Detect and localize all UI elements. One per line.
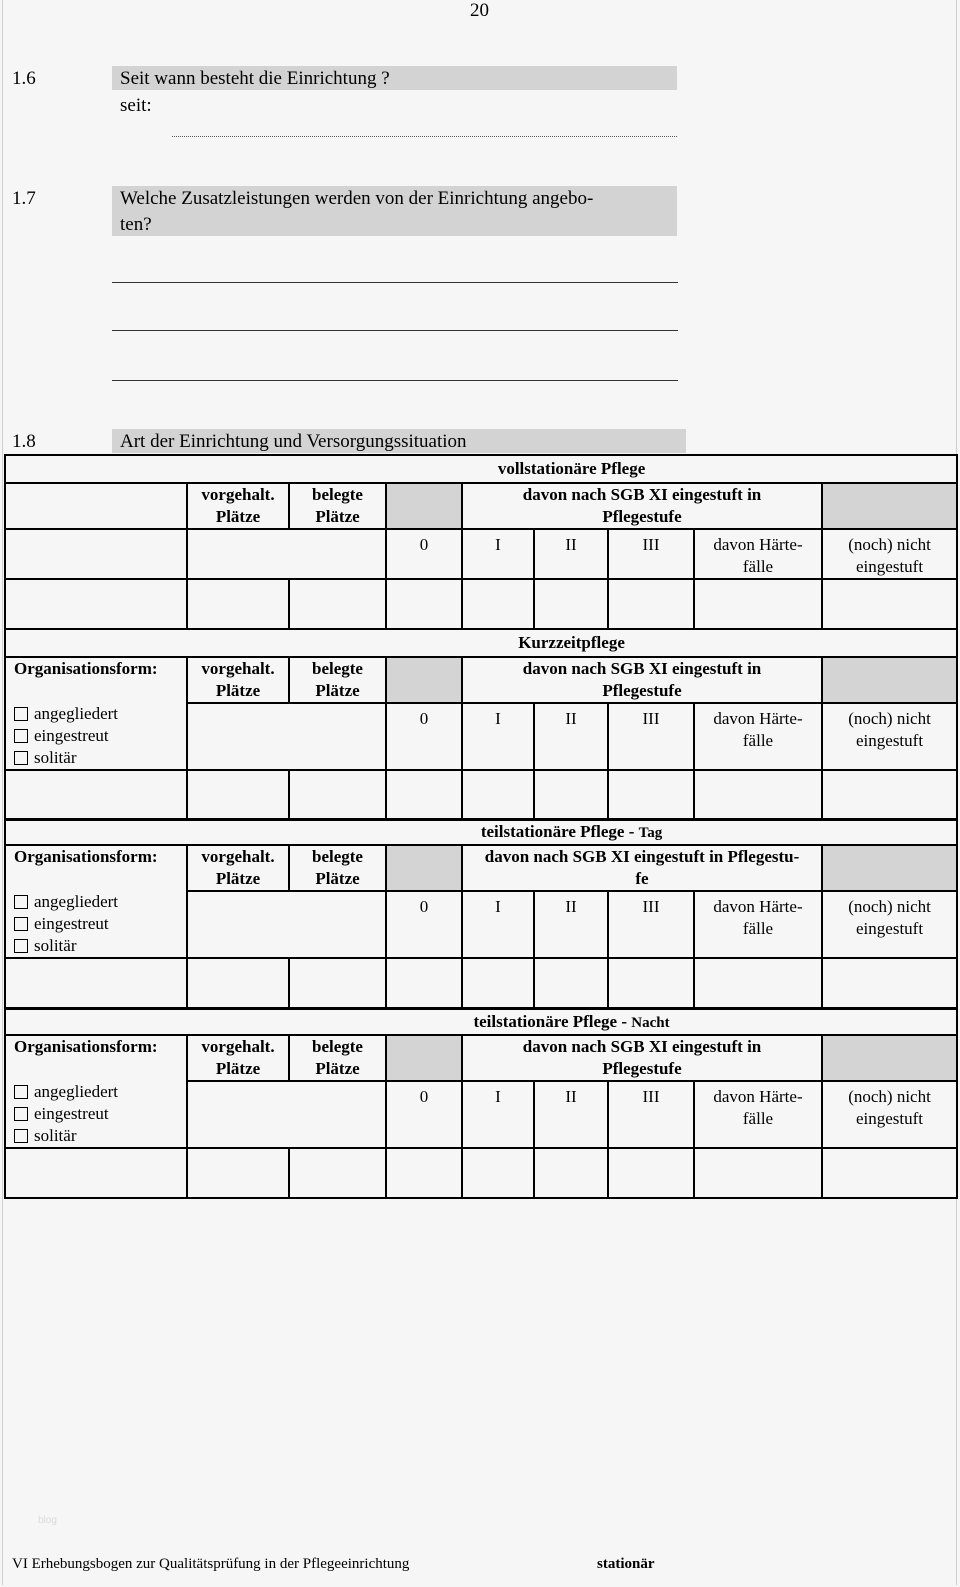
checkbox-icon[interactable] <box>14 939 28 953</box>
input-haertefaelle[interactable] <box>694 579 822 629</box>
nicht-eingestuft-header: (noch) nicht eingestuft <box>822 703 957 770</box>
answer-line-1-6[interactable] <box>172 130 677 137</box>
table-teilstationaer-tag <box>4 818 958 1009</box>
input-stufe-I[interactable] <box>462 958 534 1008</box>
input-stufe-II[interactable] <box>534 1148 608 1198</box>
organisationsform-options <box>5 1081 187 1148</box>
option-eingestreut[interactable]: eingestreut <box>14 725 186 747</box>
option-angegliedert[interactable]: angegliedert <box>14 1081 186 1103</box>
input-stufe-0[interactable] <box>386 1148 462 1198</box>
section-title-vollstationaer: vollstationäre Pflege <box>187 455 957 483</box>
input-stufe-III[interactable] <box>608 579 694 629</box>
haertefaelle-header: davon Härte- fälle <box>694 529 822 579</box>
organisationsform-options <box>5 891 187 958</box>
header-davon-eingestuft: davon nach SGB XI eingestuft in Pflegestufe <box>462 483 822 529</box>
checkbox-icon[interactable] <box>14 1107 28 1121</box>
stufe-III: III <box>608 703 694 770</box>
option-angegliedert[interactable]: angegliedert <box>14 703 186 725</box>
stufe-0: 0 <box>386 891 462 958</box>
header-belegte-plaetze: belegte Plätze <box>289 483 386 529</box>
header-vorgehalt-plaetze: vorgehalt. Plätze <box>187 657 289 703</box>
checkbox-icon[interactable] <box>14 895 28 909</box>
organisationsform-options <box>5 703 187 770</box>
page-number: 20 <box>470 0 489 21</box>
option-eingestreut[interactable]: eingestreut <box>14 913 186 935</box>
question-1-6-number: 1.6 <box>12 68 36 89</box>
checkbox-icon[interactable] <box>14 1129 28 1143</box>
question-1-8-text: Art der Einrichtung und Versorgungssituation <box>112 429 686 453</box>
haertefaelle-header: davon Härte- fälle <box>694 703 822 770</box>
header-belegte-plaetze: belegte Plätze <box>289 845 386 891</box>
input-stufe-I[interactable] <box>462 770 534 820</box>
input-stufe-I[interactable] <box>462 1148 534 1198</box>
input-stufe-III[interactable] <box>608 1148 694 1198</box>
stufe-0: 0 <box>386 703 462 770</box>
stufe-0: 0 <box>386 1081 462 1148</box>
checkbox-icon[interactable] <box>14 1085 28 1099</box>
header-davon-eingestuft: davon nach SGB XI eingestuft in Pflegestufe <box>462 657 822 703</box>
input-vorgehalt[interactable] <box>187 1148 289 1198</box>
organisationsform-label: Organisationsform: <box>5 845 187 891</box>
stufe-II: II <box>534 891 608 958</box>
input-vorgehalt[interactable] <box>187 958 289 1008</box>
stufe-II: II <box>534 703 608 770</box>
header-vorgehalt-plaetze: vorgehalt. Plätze <box>187 483 289 529</box>
input-haertefaelle[interactable] <box>694 958 822 1008</box>
question-1-7-number: 1.7 <box>12 188 36 209</box>
table-teilstationaer-nacht <box>4 1008 958 1199</box>
watermark: blog <box>38 1515 57 1526</box>
question-1-6-seit-label: seit: <box>120 95 152 116</box>
question-1-7-line2: ten? <box>120 214 152 235</box>
input-belegte[interactable] <box>289 770 386 820</box>
input-stufe-III[interactable] <box>608 770 694 820</box>
input-stufe-0[interactable] <box>386 579 462 629</box>
table-vollstationaer <box>4 454 958 630</box>
header-vorgehalt-plaetze: vorgehalt. Plätze <box>187 845 289 891</box>
answer-line-1-7-c[interactable] <box>112 380 678 381</box>
nicht-eingestuft-header: (noch) nicht eingestuft <box>822 1081 957 1148</box>
stufe-I: I <box>462 529 534 579</box>
checkbox-icon[interactable] <box>14 729 28 743</box>
answer-line-1-7-b[interactable] <box>112 330 678 331</box>
question-1-7-text <box>112 186 677 236</box>
option-solitaer[interactable]: solitär <box>14 1125 186 1147</box>
checkbox-icon[interactable] <box>14 917 28 931</box>
footer-title: VI Erhebungsbogen zur Qualitätsprüfung in der Pflegeeinrichtung <box>12 1556 410 1572</box>
input-nicht-eingestuft[interactable] <box>822 770 957 820</box>
input-haertefaelle[interactable] <box>694 1148 822 1198</box>
stufe-II: II <box>534 529 608 579</box>
header-belegte-plaetze: belegte Plätze <box>289 657 386 703</box>
stufe-III: III <box>608 529 694 579</box>
input-nicht-eingestuft[interactable] <box>822 579 957 629</box>
header-belegte-plaetze: belegte Plätze <box>289 1035 386 1081</box>
question-1-7-line1: Welche Zusatzleistungen werden von der Einrichtung angebo- <box>120 188 594 209</box>
nicht-eingestuft-header: (noch) nicht eingestuft <box>822 529 957 579</box>
haertefaelle-header: davon Härte- fälle <box>694 891 822 958</box>
checkbox-icon[interactable] <box>14 707 28 721</box>
input-vorgehalt[interactable] <box>187 579 289 629</box>
stufe-III: III <box>608 891 694 958</box>
table-kurzzeitpflege <box>4 628 958 821</box>
option-solitaer[interactable]: solitär <box>14 747 186 769</box>
stufe-I: I <box>462 703 534 770</box>
question-1-6-text: Seit wann besteht die Einrichtung ? <box>112 66 677 90</box>
section-title-kurzzeitpflege: Kurzzeitpflege <box>187 629 957 657</box>
header-vorgehalt-plaetze: vorgehalt. Plätze <box>187 1035 289 1081</box>
input-stufe-II[interactable] <box>534 579 608 629</box>
input-nicht-eingestuft[interactable] <box>822 1148 957 1198</box>
input-belegte[interactable] <box>289 958 386 1008</box>
haertefaelle-header: davon Härte- fälle <box>694 1081 822 1148</box>
section-title-teilstationaer-nacht: teilstationäre Pflege - Nacht <box>187 1009 957 1035</box>
header-davon-eingestuft: davon nach SGB XI eingestuft in Pflegestu- fe <box>462 845 822 891</box>
stufe-II: II <box>534 1081 608 1148</box>
option-eingestreut[interactable]: eingestreut <box>14 1103 186 1125</box>
header-davon-eingestuft: davon nach SGB XI eingestuft in Pflegestufe <box>462 1035 822 1081</box>
option-angegliedert[interactable]: angegliedert <box>14 891 186 913</box>
question-1-8-number: 1.8 <box>12 431 36 452</box>
input-haertefaelle[interactable] <box>694 770 822 820</box>
stufe-I: I <box>462 1081 534 1148</box>
input-vorgehalt[interactable] <box>187 770 289 820</box>
input-stufe-0[interactable] <box>386 958 462 1008</box>
stufe-0: 0 <box>386 529 462 579</box>
input-stufe-0[interactable] <box>386 770 462 820</box>
organisationsform-label: Organisationsform: <box>5 657 187 703</box>
stufe-I: I <box>462 891 534 958</box>
organisationsform-label: Organisationsform: <box>5 1035 187 1081</box>
section-title-teilstationaer-tag: teilstationäre Pflege - Tag <box>187 819 957 845</box>
input-stufe-II[interactable] <box>534 770 608 820</box>
input-stufe-II[interactable] <box>534 958 608 1008</box>
option-solitaer[interactable]: solitär <box>14 935 186 957</box>
answer-line-1-7-a[interactable] <box>112 282 678 283</box>
footer-stationaer: stationär <box>597 1556 655 1572</box>
checkbox-icon[interactable] <box>14 751 28 765</box>
input-belegte[interactable] <box>289 579 386 629</box>
stufe-III: III <box>608 1081 694 1148</box>
nicht-eingestuft-header: (noch) nicht eingestuft <box>822 891 957 958</box>
input-belegte[interactable] <box>289 1148 386 1198</box>
input-stufe-III[interactable] <box>608 958 694 1008</box>
input-stufe-I[interactable] <box>462 579 534 629</box>
input-nicht-eingestuft[interactable] <box>822 958 957 1008</box>
